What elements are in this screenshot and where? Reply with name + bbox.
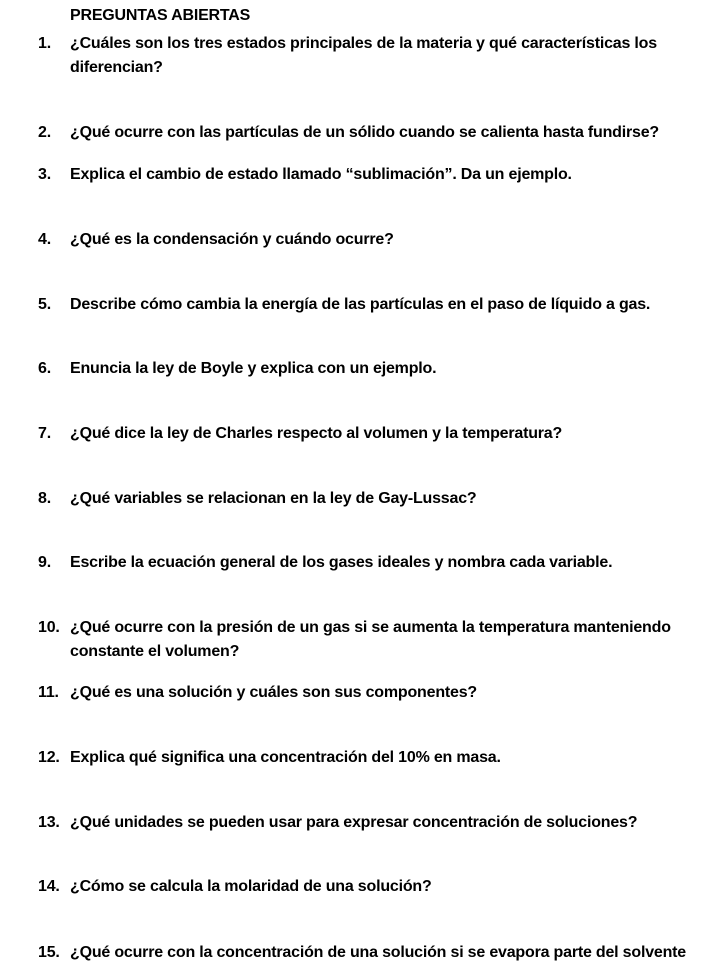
question-item xyxy=(0,32,720,80)
question-text: ¿Qué ocurre con las partículas de un sólido cuando se calienta hasta fundirse? xyxy=(70,124,659,141)
question-item xyxy=(0,228,720,252)
question-text: ¿Qué es una solución y cuáles son sus componentes? xyxy=(70,684,477,701)
question-text: Escribe la ecuación general de los gases ideales y nombra cada variable. xyxy=(70,554,613,571)
question-item xyxy=(0,746,720,770)
question-item xyxy=(0,616,720,664)
question-text: ¿Cuáles son los tres estados principales de la materia y qué características los diferencian? xyxy=(70,35,657,76)
question-text: Enuncia la ley de Boyle y explica con un ejemplo. xyxy=(70,360,437,377)
question-item xyxy=(0,163,720,187)
question-number: 2. xyxy=(38,124,51,141)
question-item xyxy=(0,487,720,511)
question-text: ¿Cómo se calcula la molaridad de una solución? xyxy=(70,878,432,895)
question-number: 8. xyxy=(38,490,51,507)
question-item xyxy=(0,357,720,381)
question-number: 7. xyxy=(38,425,51,442)
question-text: ¿Qué variables se relacionan en la ley de Gay-Lussac? xyxy=(70,490,477,507)
question-item xyxy=(0,811,720,835)
question-number: 15. xyxy=(38,944,60,961)
page-title: PREGUNTAS ABIERTAS xyxy=(70,7,251,24)
question-text: ¿Qué ocurre con la presión de un gas si se aumenta la temperatura manteniendo constante el volumen? xyxy=(70,619,671,660)
question-number: 9. xyxy=(38,554,51,571)
question-item xyxy=(0,681,720,705)
question-item xyxy=(0,551,720,575)
question-number: 10. xyxy=(38,619,60,636)
question-number: 6. xyxy=(38,360,51,377)
question-number: 4. xyxy=(38,231,51,248)
question-item xyxy=(0,875,720,899)
question-number: 3. xyxy=(38,166,51,183)
question-text: ¿Qué es la condensación y cuándo ocurre? xyxy=(70,231,394,248)
question-number: 13. xyxy=(38,814,60,831)
question-text: ¿Qué ocurre con la concentración de una solución si se evapora parte del solvente xyxy=(70,944,686,961)
question-text: Explica el cambio de estado llamado “sublimación”. Da un ejemplo. xyxy=(70,166,572,183)
question-number: 11. xyxy=(38,684,59,701)
question-text: Explica qué significa una concentración del 10% en masa. xyxy=(70,749,501,766)
question-item xyxy=(0,293,720,317)
question-number: 12. xyxy=(38,749,60,766)
question-text: ¿Qué unidades se pueden usar para expresar concentración de soluciones? xyxy=(70,814,638,831)
question-number: 1. xyxy=(38,35,51,52)
question-item xyxy=(0,422,720,446)
question-text: ¿Qué dice la ley de Charles respecto al volumen y la temperatura? xyxy=(70,425,563,442)
question-item xyxy=(0,941,720,965)
question-item xyxy=(0,121,720,145)
question-number: 5. xyxy=(38,296,51,313)
question-text: Describe cómo cambia la energía de las partículas en el paso de líquido a gas. xyxy=(70,296,651,313)
question-number: 14. xyxy=(38,878,60,895)
